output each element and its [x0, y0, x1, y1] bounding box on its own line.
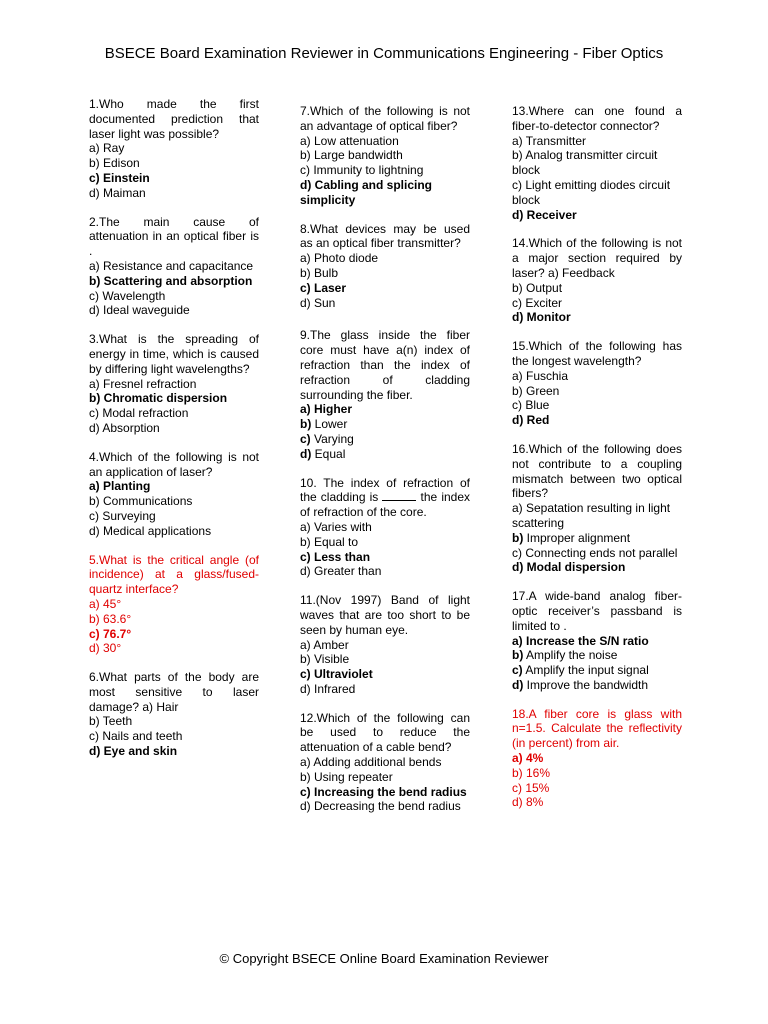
- option-letter: c): [512, 663, 523, 678]
- answer-option: a) Low attenuation: [300, 133, 399, 148]
- answer-option: a) Transmitter: [512, 133, 587, 148]
- question-text: [300, 593, 470, 637]
- answer-option-correct: d) Cabling and splicing simplicity: [300, 177, 432, 207]
- question-text: [300, 222, 470, 252]
- question-text-part: 4.Which of the following is not an application of laser?: [89, 449, 259, 479]
- answer-option: b) Green: [512, 383, 560, 398]
- answer-option: b) Visible: [300, 652, 350, 667]
- answer-option-correct: a) 4%: [512, 751, 544, 766]
- answer-option-correct: a) Planting: [89, 479, 151, 494]
- question-text: [300, 476, 470, 520]
- answer-option: b) Using repeater: [300, 769, 393, 784]
- answer-option-correct: d) Modal dispersion: [512, 560, 626, 575]
- question-text: [300, 328, 470, 402]
- question-item: [300, 222, 470, 311]
- fill-in-blank: [382, 490, 416, 501]
- question-text-part: 1.Who made the first documented prediction that laser light was possible?: [89, 97, 259, 141]
- answer-option: a) Resistance and capacitance: [89, 258, 254, 273]
- question-text: [89, 670, 259, 714]
- question-text-part: the index of refraction of the core.: [300, 490, 471, 520]
- question-text: [300, 711, 470, 755]
- question-text-part: 8.What devices may be used as an optical fiber transmitter?: [300, 221, 470, 251]
- question-text: [512, 339, 682, 369]
- answer-option: d) 30°: [89, 641, 122, 656]
- answer-option: b) Equal to: [300, 534, 359, 549]
- answer-option: b) Bulb: [300, 265, 339, 280]
- question-text-part: 14.Which of the following is not a major section required by laser? a) Feedback: [512, 236, 682, 280]
- question-text: [512, 707, 682, 751]
- answer-option: d) Infrared: [300, 681, 356, 696]
- answer-option: c) Blue: [512, 398, 550, 413]
- answer-option: d) Greater than: [300, 564, 382, 579]
- answer-option: a) Fuschia: [512, 368, 569, 383]
- question-text-part: 2.The main cause of attenuation in an optical fiber is .: [89, 214, 259, 259]
- answer-option: b) Large bandwidth: [300, 148, 403, 163]
- answer-option-correct: c) Laser: [300, 280, 347, 295]
- question-text-part: 18.A fiber core is glass with n=1.5. Calculate the reflectivity (in percent) from air.: [512, 706, 682, 751]
- answer-option-correct: d) Receiver: [512, 207, 577, 222]
- question-item: [89, 97, 259, 201]
- question-item: [300, 476, 470, 580]
- question-item: [89, 670, 259, 759]
- answer-option: d) Absorption: [89, 420, 160, 435]
- question-item: [89, 553, 259, 657]
- question-text-part: 12.Which of the following can be used to reduce the attenuation of a cable bend?: [300, 710, 470, 755]
- answer-option: [300, 447, 470, 462]
- question-item: [512, 104, 682, 222]
- question-text-part: 10. The index of refraction of the cladding is: [300, 475, 470, 505]
- question-item: [512, 589, 682, 693]
- answer-option-correct: c) Einstein: [89, 170, 150, 185]
- answer-option: c) Nails and teeth: [89, 729, 183, 744]
- answer-option-correct: b) Chromatic dispersion: [89, 391, 228, 406]
- question-text: [89, 450, 259, 480]
- option-letter: c): [300, 431, 311, 446]
- question-column-1: [89, 97, 259, 773]
- answer-option-correct: c) 76.7°: [89, 626, 132, 641]
- question-text-part: 5.What is the critical angle (of incidence) at a glass/fused-quartz interface?: [89, 552, 259, 597]
- question-text-part: 13.Where can one found a fiber-to-detector connector?: [512, 104, 682, 133]
- option-letter: d): [300, 446, 312, 461]
- question-item: [512, 707, 682, 811]
- question-text: [512, 236, 682, 280]
- answer-option: c) Connecting ends not parallel: [512, 545, 678, 560]
- answer-option: a) Photo diode: [300, 251, 379, 266]
- question-text: [89, 553, 259, 597]
- answer-option: [300, 432, 470, 447]
- question-item: [512, 339, 682, 428]
- answer-option: [512, 648, 682, 663]
- answer-option: b) Edison: [89, 156, 140, 171]
- option-value: Varying: [310, 431, 354, 446]
- answer-option-correct: a) Higher: [300, 402, 353, 417]
- answer-option: c) Immunity to lightning: [300, 163, 424, 178]
- question-column-3: [512, 104, 682, 824]
- option-letter: b): [512, 530, 524, 545]
- question-item: [300, 593, 470, 697]
- question-text: [512, 442, 682, 501]
- question-item: [89, 215, 259, 319]
- answer-option: b) Teeth: [89, 714, 133, 729]
- answer-option-correct: d) Monitor: [512, 310, 571, 325]
- question-text-part: 9.The glass inside the fiber core must have a(n) index of refraction than the index of refraction of cladding surrounding the fiber.: [300, 328, 470, 402]
- question-text-part: 6.What parts of the body are most sensitive to laser damage? a) Hair: [89, 670, 259, 714]
- answer-option: c) Wavelength: [89, 288, 166, 303]
- answer-option: a) Varies with: [300, 519, 372, 534]
- answer-option-correct: c) Increasing the bend radius: [300, 784, 467, 799]
- answer-option: d) Medical applications: [89, 523, 212, 538]
- question-text: [512, 589, 682, 633]
- answer-option: [512, 531, 682, 546]
- option-value: Amplify the noise: [523, 648, 618, 663]
- answer-option: a) 45°: [89, 596, 122, 611]
- answer-option: [300, 417, 470, 432]
- question-text-part: 3.What is the spreading of energy in time, which is caused by differing light wavelengths?: [89, 332, 259, 376]
- answer-option: d) Decreasing the bend radius: [300, 799, 461, 814]
- answer-option: c) Modal refraction: [89, 406, 189, 421]
- answer-option: b) Analog transmitter circuit block: [512, 148, 658, 178]
- answer-option: b) 16%: [512, 765, 551, 780]
- question-text: [512, 104, 682, 134]
- question-text-part: 15.Which of the following has the longest wavelength?: [512, 339, 682, 368]
- answer-option: d) Sun: [300, 295, 336, 310]
- question-column-2: [300, 104, 470, 828]
- answer-option: d) Ideal waveguide: [89, 303, 190, 318]
- question-item: [512, 442, 682, 575]
- answer-option-correct: d) Red: [512, 413, 550, 428]
- question-text: [89, 97, 259, 141]
- question-text: [300, 104, 470, 134]
- option-value: Lower: [311, 417, 348, 432]
- answer-option: c) Surveying: [89, 508, 156, 523]
- answer-option: c) 15%: [512, 780, 550, 795]
- answer-option-correct: c) Less than: [300, 549, 371, 564]
- answer-option: c) Exciter: [512, 295, 563, 310]
- answer-option: a) Ray: [89, 141, 125, 156]
- answer-option: a) Adding additional bends: [300, 755, 442, 770]
- answer-option: [512, 678, 682, 693]
- question-item: [512, 236, 682, 325]
- question-item: [300, 104, 470, 208]
- question-item: [300, 711, 470, 815]
- answer-option: a) Amber: [300, 637, 349, 652]
- answer-option: a) Sepatation resulting in light scattering: [512, 501, 671, 530]
- answer-option: a) Fresnel refraction: [89, 376, 197, 391]
- answer-option-correct: c) Ultraviolet: [300, 667, 373, 682]
- question-text-part: 7.Which of the following is not an advantage of optical fiber?: [300, 104, 470, 133]
- option-value: Amplify the input signal: [522, 663, 649, 678]
- answer-option: d) Maiman: [89, 185, 146, 200]
- answer-option: d) 8%: [512, 795, 544, 810]
- option-value: Equal: [311, 446, 346, 461]
- question-item: [89, 332, 259, 436]
- option-letter: b): [512, 648, 524, 663]
- question-text: [89, 332, 259, 376]
- page-title: BSECE Board Examination Reviewer in Communications Engineering - Fiber Optics: [104, 45, 664, 62]
- question-text-part: 11.(Nov 1997) Band of light waves that are too short to be seen by human eye.: [300, 593, 470, 637]
- answer-option-correct: b) Scattering and absorption: [89, 273, 253, 288]
- question-item: [300, 328, 470, 461]
- answer-option: b) 63.6°: [89, 611, 132, 626]
- answer-option: b) Communications: [89, 494, 193, 509]
- question-text-part: 16.Which of the following does not contribute to a coupling mismatch between two optical fibers?: [512, 441, 682, 501]
- option-value: Improve the bandwidth: [523, 677, 649, 692]
- question-text-part: 17.A wide-band analog fiber-optic receiver’s passband is limited to .: [512, 589, 682, 633]
- footer-copyright: © Copyright BSECE Online Board Examination Reviewer: [219, 951, 549, 966]
- option-letter: d): [512, 677, 524, 692]
- answer-option: [512, 663, 682, 678]
- answer-option-correct: a) Increase the S/N ratio: [512, 633, 649, 648]
- question-text: [89, 215, 259, 259]
- option-letter: b): [300, 417, 312, 432]
- answer-option-correct: d) Eye and skin: [89, 744, 178, 759]
- answer-option: c) Light emitting diodes circuit block: [512, 177, 671, 207]
- question-item: [89, 450, 259, 539]
- answer-option: b) Output: [512, 280, 563, 295]
- option-value: Improper alignment: [523, 530, 631, 545]
